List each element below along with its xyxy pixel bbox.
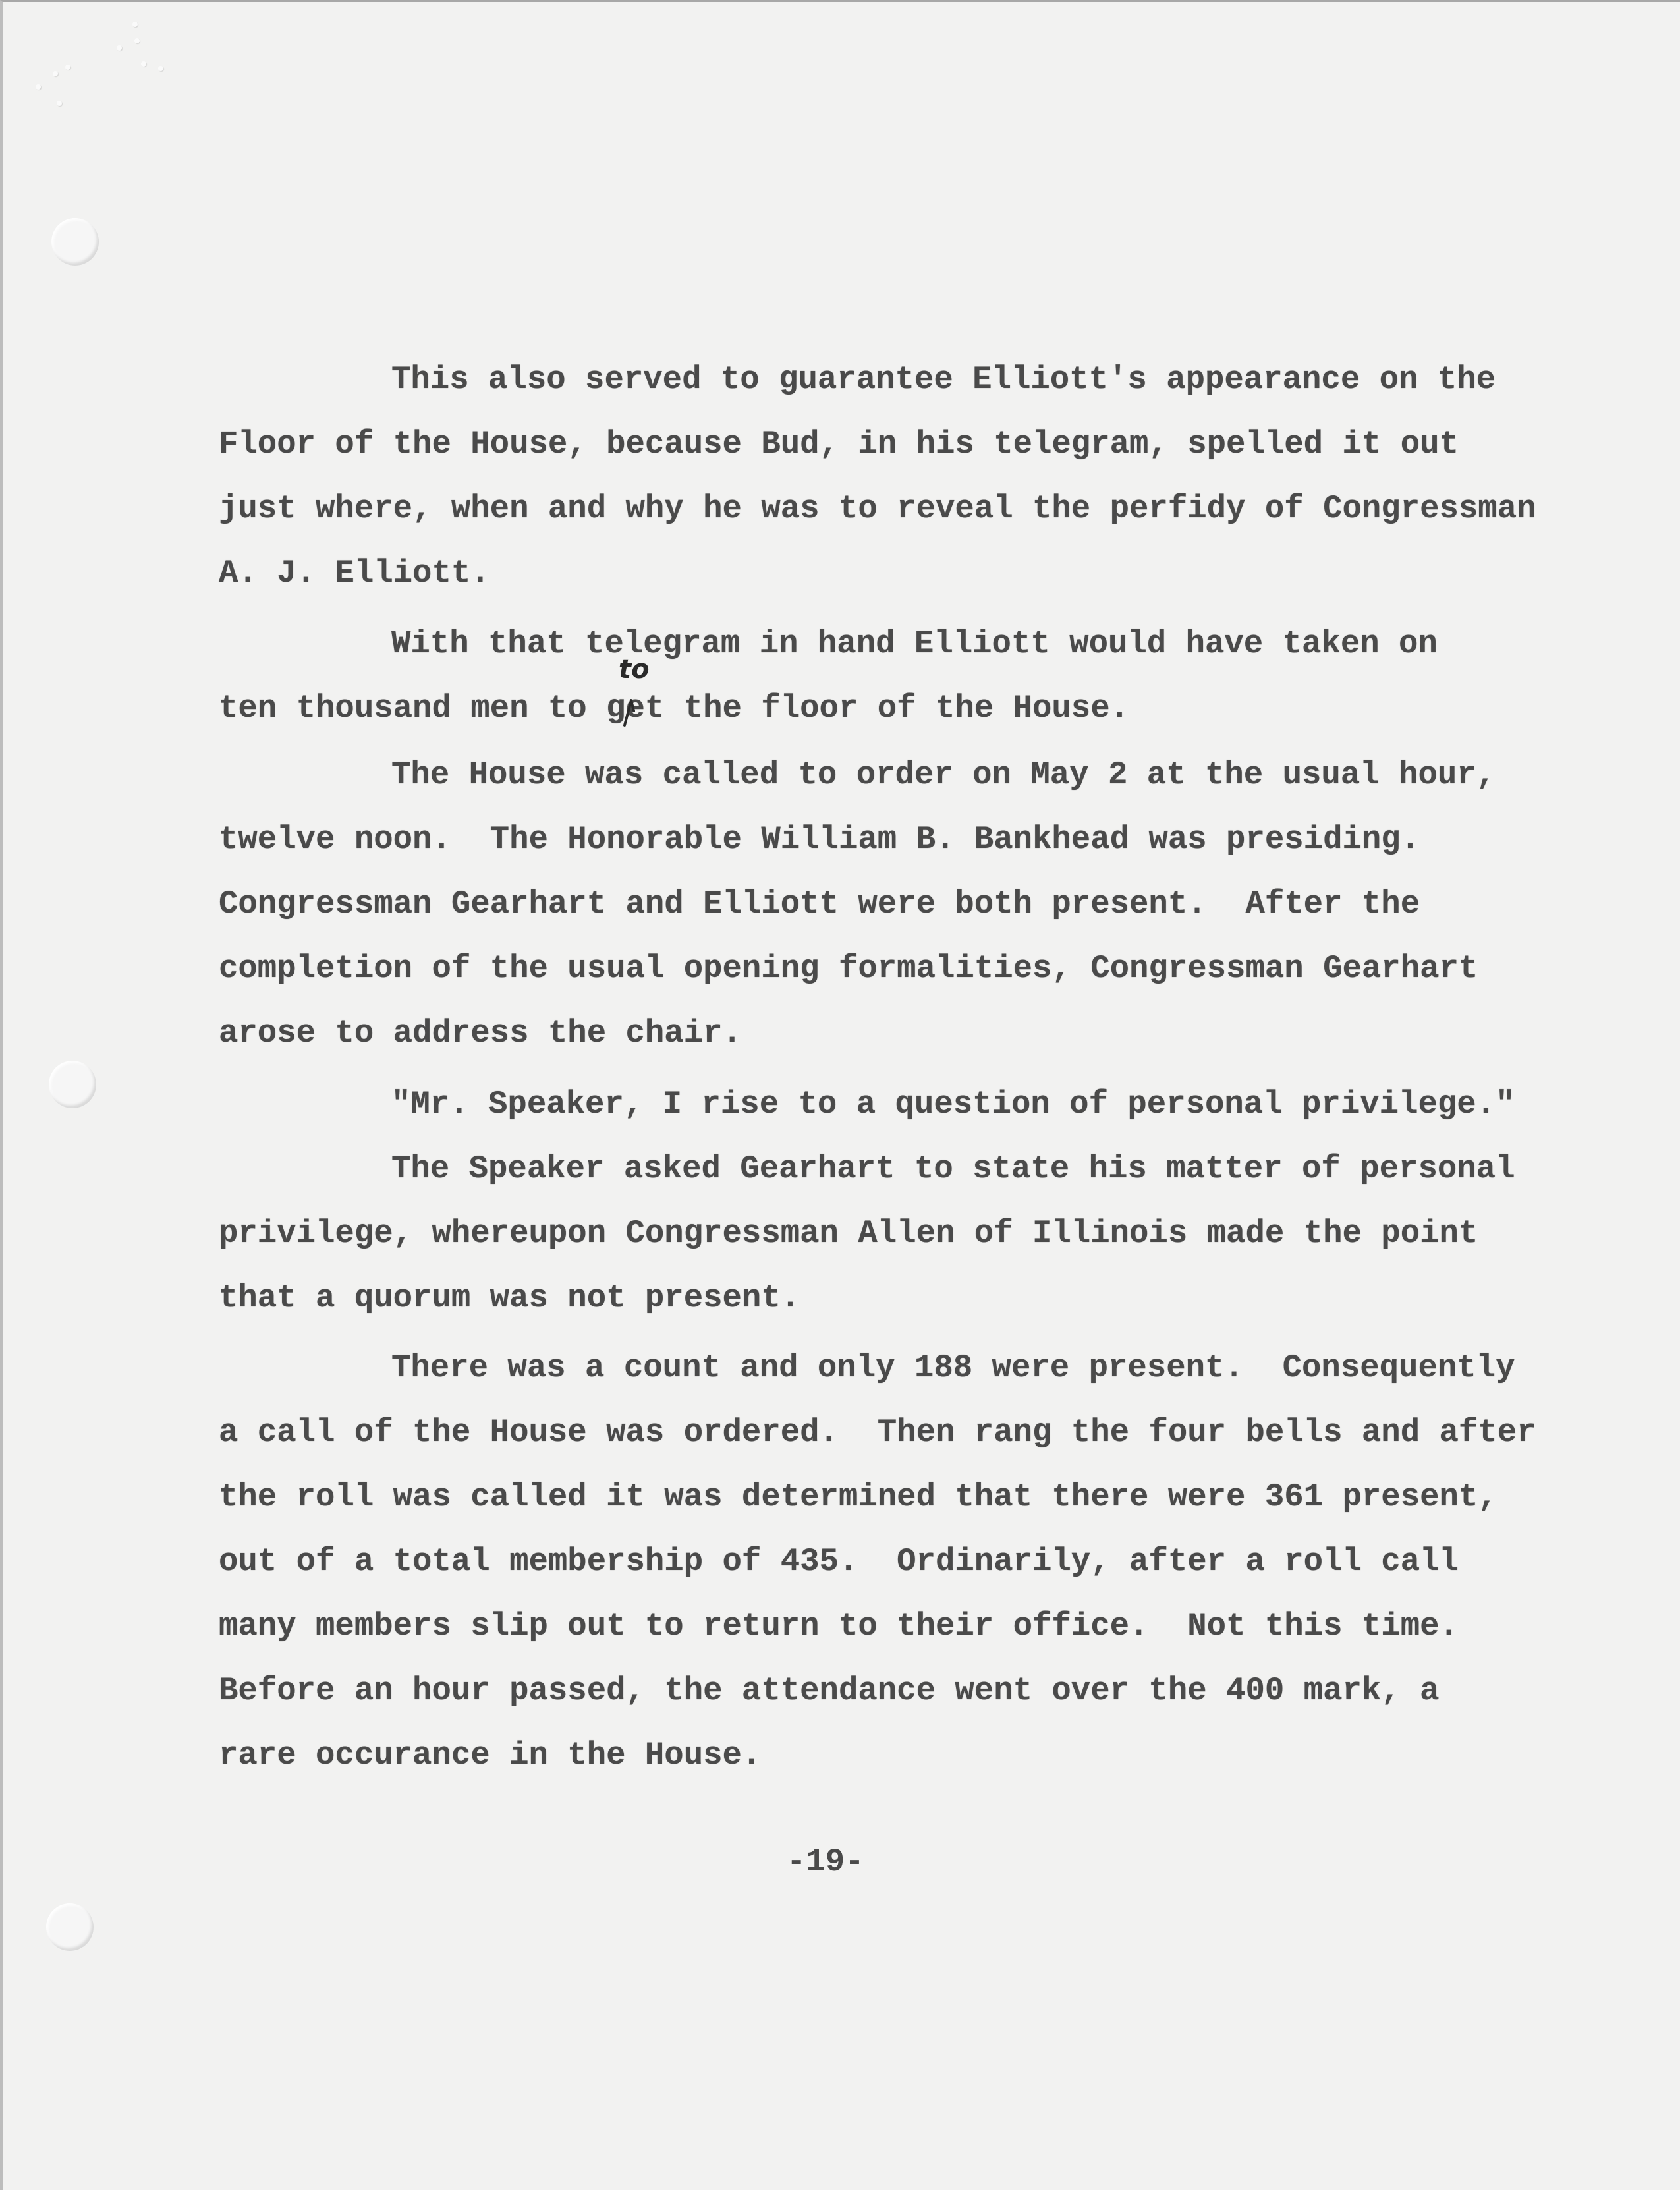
text-line: many members slip out to return to their office. Not this time. <box>219 1608 1459 1644</box>
text-line: ten thousand men to get the floor of the House. <box>219 690 1130 727</box>
paper-speck <box>134 38 140 43</box>
text-line: This also served to guarantee Elliott's appearance on the <box>391 361 1496 398</box>
handwritten-insertion: to <box>619 654 650 685</box>
text-line: With that telegram in hand Elliott would have taken on <box>391 625 1438 662</box>
text-line: a call of the House was ordered. Then rang the four bells and after <box>219 1414 1536 1451</box>
text-line: The House was called to order on May 2 at the usual hour, <box>391 756 1496 793</box>
paper-speck <box>53 71 58 76</box>
page-number: -19- <box>787 1843 864 1880</box>
text-line: privilege, whereupon Congressman Allen of Illinois made the point <box>219 1215 1478 1252</box>
text-line: the roll was called it was determined that there were 361 present, <box>219 1478 1498 1515</box>
paper-speck <box>36 84 41 90</box>
text-line: completion of the usual opening formalities, Congressman Gearhart <box>219 950 1478 987</box>
text-line: rare occurance in the House. <box>219 1737 762 1774</box>
text-line: The Speaker asked Gearhart to state his matter of personal <box>391 1150 1515 1187</box>
text-line: arose to address the chair. <box>219 1015 742 1052</box>
paper-speck <box>158 66 163 71</box>
text-line: Before an hour passed, the attendance went over the 400 mark, a <box>219 1672 1440 1709</box>
text-line: "Mr. Speaker, I rise to a question of personal privilege." <box>391 1086 1515 1123</box>
paper-speck <box>57 101 62 106</box>
punch-hole <box>49 1061 96 1108</box>
insertion-caret-icon <box>623 694 636 727</box>
paper-speck <box>117 45 122 51</box>
paper-speck <box>141 61 146 67</box>
text-line: that a quorum was not present. <box>219 1279 800 1316</box>
paper-speck <box>65 65 70 70</box>
text-line: out of a total membership of 435. Ordinarily, after a roll call <box>219 1543 1459 1580</box>
text-line: There was a count and only 188 were present. Consequently <box>391 1349 1515 1386</box>
text-line: A. J. Elliott. <box>219 555 490 592</box>
text-line: Congressman Gearhart and Elliott were both present. After the <box>219 885 1420 922</box>
text-line: twelve noon. The Honorable William B. Bankhead was presiding. <box>219 821 1420 858</box>
text-line: just where, when and why he was to reveal the perfidy of Congressman <box>219 490 1536 527</box>
text-line: Floor of the House, because Bud, in his telegram, spelled it out <box>219 426 1459 463</box>
paper-speck <box>132 22 138 27</box>
punch-hole <box>46 1903 94 1951</box>
punch-hole <box>51 218 99 266</box>
